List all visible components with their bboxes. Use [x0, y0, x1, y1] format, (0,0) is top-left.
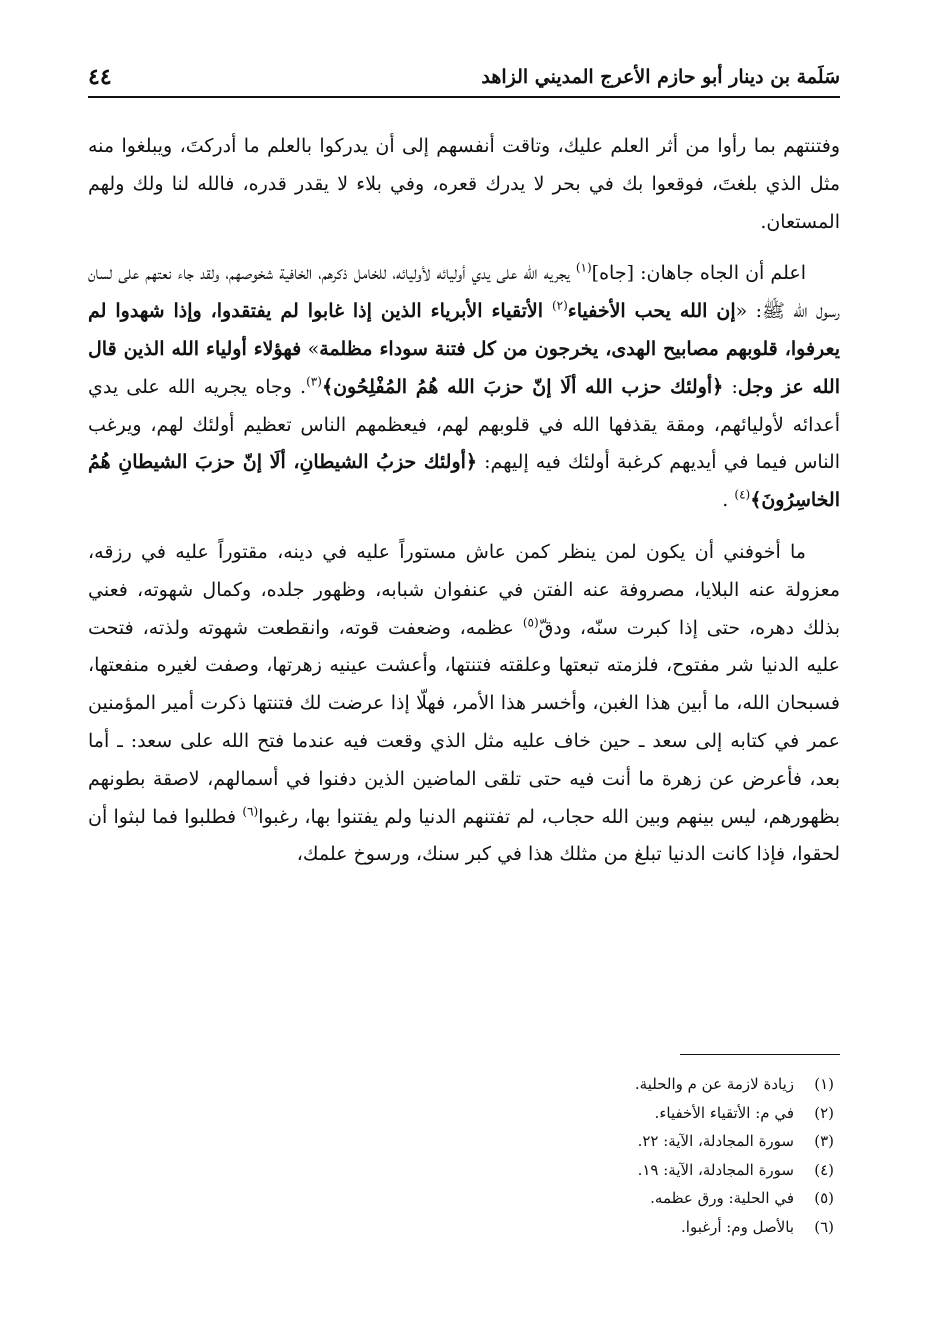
body-text	[88, 128, 840, 888]
paragraph-2	[88, 255, 840, 520]
footnote-text: سورة المجادلة، الآية: ٢٢.	[637, 1132, 794, 1150]
text-run: فطلبوا فما لبثوا أن لحقوا، فإذا كانت الدنيا تبلغ من مثلك هذا في كبر سنك، ورسوخ علمك،	[88, 805, 840, 866]
footnote-number: (٢)	[814, 1103, 834, 1122]
quran-quote-2: ﴿أولئك حزبُ الشيطانِ، ألَا إنّ حزبَ الشيطانِ هُمُ الخاسِرُونَ﴾	[88, 451, 840, 512]
text-run: يجريه الله على يدي أوليائه لأوليائه، للخامل ذكرهم، الخافية شخوصهم، ولقد جاء نعتهم على لسان رسول الله ﷺ: «	[88, 262, 840, 323]
text-run: »	[301, 337, 320, 360]
footnote-text: في الحلية: ورق عظمه.	[650, 1189, 794, 1207]
quran-quote-1: ﴿أولئك حزب الله ألَا إنّ حزبَ الله هُمُ المُفْلِحُون﴾	[321, 375, 724, 398]
text-run: ما أخوفني أن يكون لمن ينظر كمن عاش مستوراً عليه في دينه، مقتوراً عليه في رزقه، معزولة عنه البلايا، مصروفة عنه الفتن في عنفوان شبابه، وظهور جلده، وكمال شهوته، فعني بذلك دهره، حتى إذا كبرت سنّه، ودقّ	[88, 540, 841, 639]
footnote-item	[234, 1127, 834, 1156]
text-run: اعلم أن الجاه جاهان: [جاه]	[591, 262, 806, 285]
footnote-ref-5: (٥)	[522, 615, 539, 630]
text-run: . وجاه يجريه الله على يدي أعدائه لأوليائهم، ومقة يقذفها الله في قلوبهم لهم، فيعظمهم الناس تعظيم أولئك لهم، ويرغب الناس فيما في أيديهم كرغبة أولئك فيه إليهم:	[88, 375, 840, 474]
footnote-ref-4: (٤)	[734, 487, 751, 502]
paragraph-1: وفتنتهم بما رأوا من أثر العلم عليك، وتاقت أنفسهم إلى أن يدركوا بالعلم ما أدركتَ، ويبلغوا منه مثل الذي بلغتَ، فوقعوا بك في بحر لا يدرك قعره، وفي بلاء لا يقدر قدره، فالله لنا ولك ولهم المستعان.	[88, 135, 840, 233]
text-run: :	[723, 375, 738, 398]
hadith-text: إن الله يحب الأخفياء	[567, 300, 736, 323]
footnote-text: سورة المجادلة، الآية: ١٩.	[637, 1160, 794, 1179]
footnote-ref-2: (٢)	[551, 298, 568, 313]
footnote-number: (١)	[814, 1075, 834, 1093]
footnote-item	[234, 1156, 834, 1185]
page-number: ٤٤	[88, 64, 112, 90]
emphasis-text: فهؤلاء أولياء الله الذين قال الله عز وجل	[88, 337, 840, 398]
footnote-number: (٦)	[814, 1217, 834, 1236]
paragraph-3	[88, 534, 840, 874]
page-header	[88, 58, 840, 98]
footnote-item	[234, 1070, 834, 1099]
footnote-number: (٥)	[814, 1189, 834, 1207]
text-run: عظمه، وضعفت قوته، وانقطعت شهوته ولذته، فتحت عليه الدنيا شر مفتوح، فلزمته تبعتها وعلقته فتنتها، وأعشت عينيه زهرتها، وصفت لغيره منفعتها، فسبحان الله، ما أبين هذا الغبن، وأخسر هذا الأمر، فهلّا إذا عرضت لك فتنتها ذكرت أمير المؤمنين عمر في كتابه إلى سعد ـ حين خاف عليه مثل الذي وقعت فيه عندما فتح الله على سعد: ـ أما بعد، فأعرض عن زهرة ما أنت فيه حتى تلقى الماضين الذين دفنوا في أسمالهم، لاصقة بطونهم بظهورهم، ليس بينهم وبين الله حجاب، لم تفتنهم الدنيا ولم يفتنوا بها، رغبوا	[88, 616, 840, 828]
footnote-number: (٣)	[814, 1132, 834, 1150]
footnotes	[234, 1070, 834, 1241]
footnote-item	[234, 1099, 834, 1128]
footnote-item	[234, 1213, 834, 1242]
footnote-ref-6: (٦)	[242, 804, 259, 819]
footnote-ref-3: (٣)	[306, 374, 322, 389]
footnote-text: زيادة لازمة عن م والحلية.	[634, 1075, 794, 1093]
footnote-divider	[680, 1054, 840, 1055]
footnote-number: (٤)	[814, 1160, 834, 1179]
footnote-item	[234, 1184, 834, 1213]
hadith-text: الأتقياء الأبرياء الذين إذا غابوا لم يفتقدوا، وإذا شهدوا لم يعرفوا، قلوبهم مصابيح الهدى، يخرجون من كل فتنة سوداء مظلمة	[88, 300, 840, 360]
footnote-text: بالأصل وم: أرغبوا.	[681, 1217, 794, 1236]
footnote-ref-1: (١)	[575, 261, 592, 276]
text-run: .	[722, 489, 735, 512]
footnote-text: في م: الأتقياء الأخفياء.	[654, 1103, 794, 1122]
running-title: سَلَمة بن دينار أبو حازم الأعرج المديني الزاهد	[481, 66, 840, 88]
